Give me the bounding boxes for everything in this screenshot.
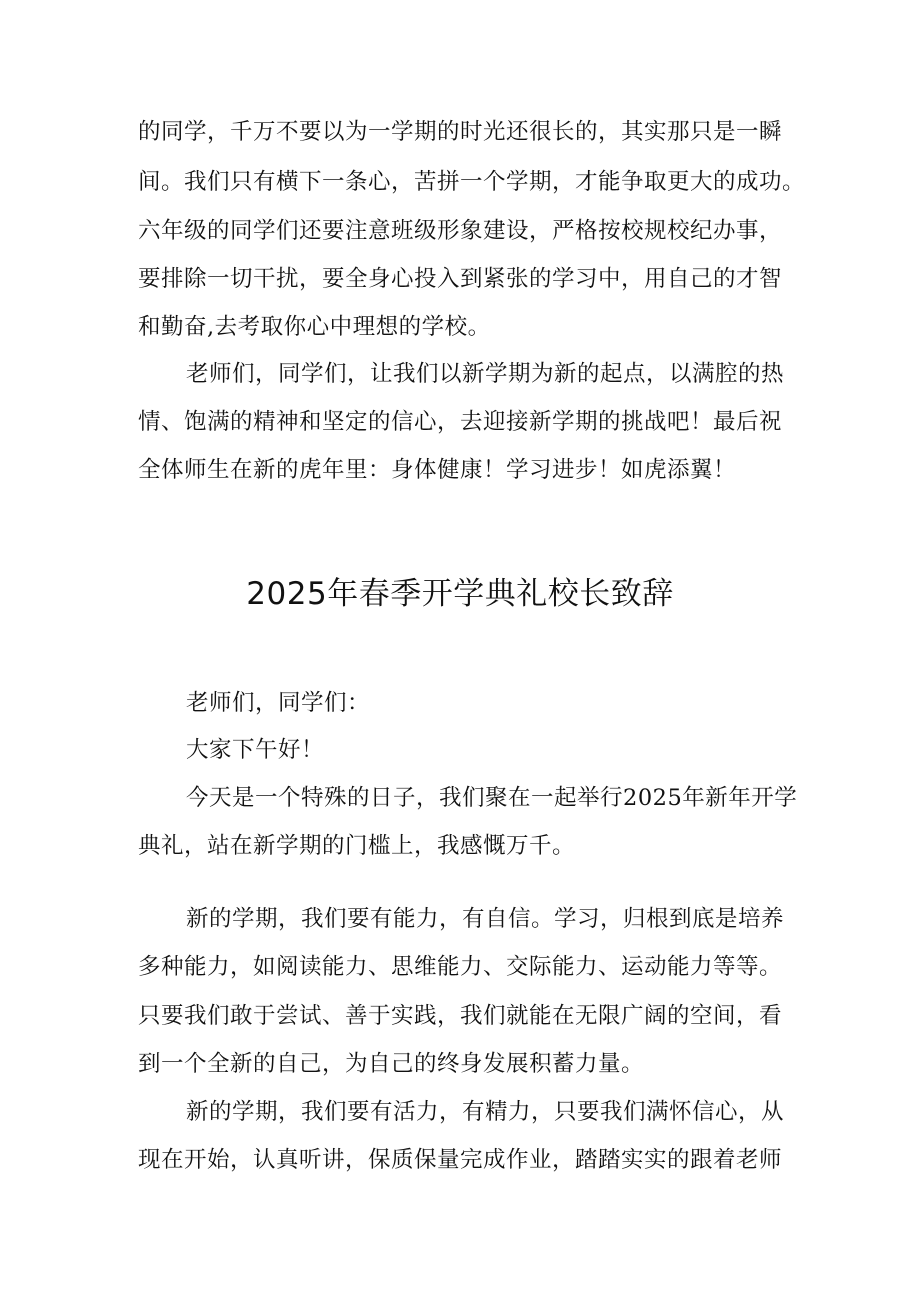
text-line: 情、饱满的精神和坚定的信心，去迎接新学期的挑战吧！最后祝 (138, 409, 783, 435)
text-line: 全体师生在新的虎年里：身体健康！学习进步！如虎添翼！ (138, 457, 737, 483)
text-line: 和勤奋,去考取你心中理想的学校。 (138, 314, 491, 340)
text-line: 要排除一切干扰，要全身心投入到紧张的学习中，用自己的才智 (138, 266, 783, 292)
text-line: 间。我们只有横下一条心，苦拼一个学期，才能争取更大的成功。 (138, 169, 806, 195)
text-line: 新的学期，我们要有能力，有自信。学习，归根到底是培养 (186, 906, 785, 932)
page-title: 2025年春季开学典礼校长致辞 (246, 576, 674, 612)
salutation: 老师们，同学们： (186, 690, 371, 716)
text-line: 六年级的同学们还要注意班级形象建设，严格按校规校纪办事， (138, 218, 783, 244)
text-line: 典礼，站在新学期的门槛上，我感慨万千。 (138, 833, 576, 859)
text-line: 多种能力，如阅读能力、思维能力、交际能力、运动能力等等。 (138, 954, 783, 980)
greeting: 大家下午好！ (186, 737, 325, 763)
text-line: 的同学，千万不要以为一学期的时光还很长的，其实那只是一瞬 (138, 119, 783, 145)
text-line: 到一个全新的自己，为自己的终身发展积蓄力量。 (138, 1051, 645, 1077)
text-line: 老师们，同学们，让我们以新学期为新的起点，以满腔的热 (186, 361, 785, 387)
text-line: 今天是一个特殊的日子，我们聚在一起举行2025年新年开学 (186, 785, 798, 811)
text-line: 只要我们敢于尝试、善于实践，我们就能在无限广阔的空间，看 (138, 1003, 783, 1029)
text-line: 新的学期，我们要有活力，有精力，只要我们满怀信心，从 (186, 1099, 785, 1125)
text-line: 现在开始，认真听讲，保质保量完成作业，踏踏实实的跟着老师 (138, 1147, 783, 1173)
